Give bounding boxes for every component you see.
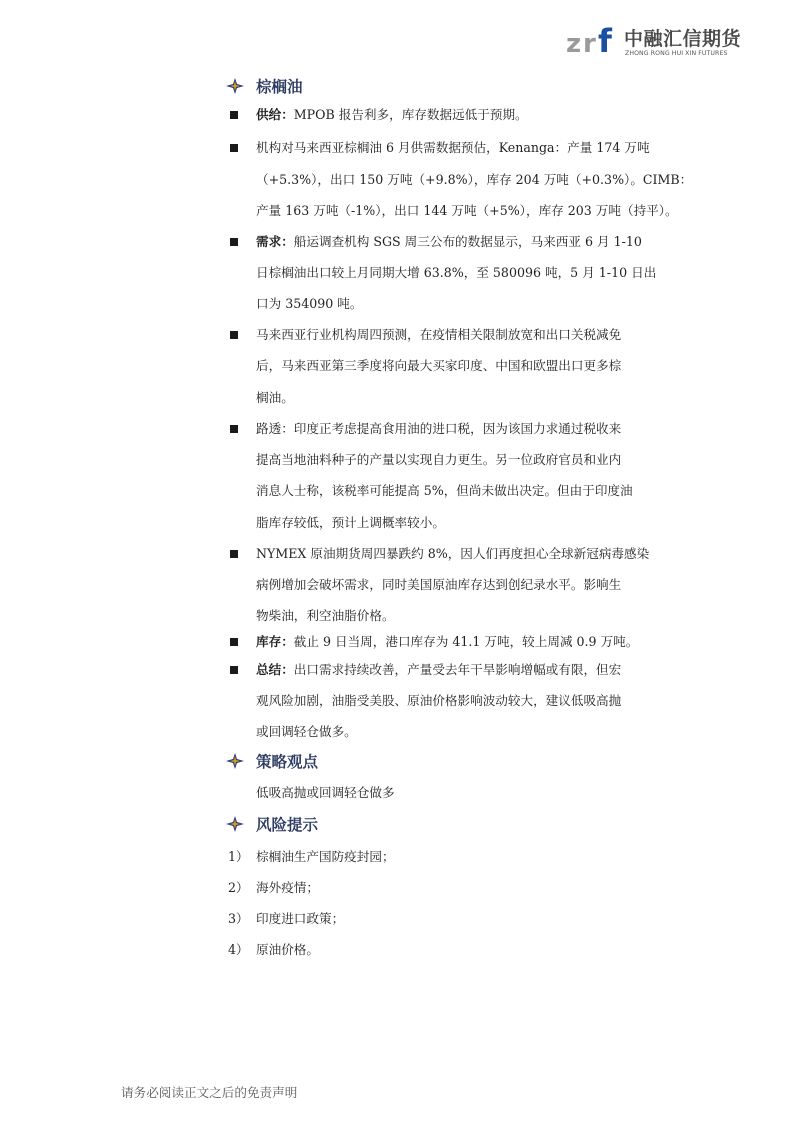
square-bullet-icon <box>230 425 238 433</box>
risk-item-text: 原油价格。 <box>256 942 319 957</box>
section-heading-risk <box>226 813 318 835</box>
paragraph-malaysia-line: 后，马来西亚第三季度将向最大买家印度、中国和欧盟出口更多棕 <box>256 358 622 373</box>
strategy-text: 低吸高抛或回调轻仓做多 <box>256 785 395 800</box>
svg-text:z: z <box>566 29 582 56</box>
svg-text:r: r <box>583 29 596 56</box>
risk-item-number: 4） <box>228 942 249 957</box>
square-bullet-icon <box>230 331 238 339</box>
section-title: 风险提示 <box>256 816 319 834</box>
paragraph-summary-line: 或回调轻仓做多。 <box>256 724 357 739</box>
label-inventory: 库存： <box>256 634 294 649</box>
paragraph-reuters-line: 路透：印度正考虑提高食用油的进口税，因为该国力求通过税收来 <box>256 421 622 436</box>
star-bullet-icon <box>226 816 244 832</box>
text-summary: 出口需求持续改善，产量受去年干旱影响增幅或有限，但宏 <box>293 662 622 677</box>
zrf-logo-icon <box>566 22 622 56</box>
logo-english-name: ZHONG RONG HUI XIN FUTURES <box>625 50 728 57</box>
label-supply: 供给： <box>256 107 294 122</box>
paragraph-demand-line: 日棕榈油出口较上月同期大增 63.8%，至 580096 吨，5 月 1-10 日出 <box>256 265 657 280</box>
paragraph-forecast-line: 产量 163 万吨（-1%），出口 144 万吨（+5%），库存 203 万吨（持平）。 <box>256 203 678 218</box>
paragraph-supply <box>256 106 528 124</box>
paragraph-demand-line: 口为 354090 吨。 <box>256 296 363 311</box>
paragraph-inventory <box>256 633 638 651</box>
svg-text:f: f <box>598 22 612 56</box>
risk-item-number: 3） <box>228 911 249 926</box>
star-bullet-icon <box>226 78 244 94</box>
paragraph-nymex-line: 病例增加会破坏需求，同时美国原油库存达到创纪录水平。影响生 <box>256 577 622 592</box>
paragraph-nymex-line: NYMEX 原油期货周四暴跌约 8%，因人们再度担心全球新冠病毒感染 <box>256 546 650 561</box>
paragraph-nymex-line: 物柴油，利空油脂价格。 <box>256 608 395 623</box>
risk-item-number: 2） <box>228 880 249 895</box>
section-heading-strategy <box>226 750 318 772</box>
paragraph-forecast-line: 机构对马来西亚棕榈油 6 月供需数据预估，Kenanga：产量 174 万吨 <box>256 140 650 155</box>
risk-item-text: 棕榈油生产国防疫封园； <box>256 849 395 864</box>
label-summary: 总结： <box>256 662 294 677</box>
risk-item-number: 1） <box>228 849 249 864</box>
logo-chinese-name: 中融汇信期货 <box>624 28 742 50</box>
paragraph-reuters-line: 脂库存较低，预计上调概率较小。 <box>256 515 445 530</box>
risk-item-text: 印度进口政策； <box>256 911 345 926</box>
paragraph-forecast-line: （+5.3%），出口 150 万吨（+9.8%），库存 204 万吨（+0.3%）。CIMB： <box>256 172 693 187</box>
text-inventory: 截止 9 日当周，港口库存为 41.1 万吨，较上周减 0.9 万吨。 <box>293 634 639 649</box>
risk-item-text: 海外疫情； <box>256 880 319 895</box>
disclaimer-footer: 请务必阅读正文之后的免责声明 <box>121 1085 298 1100</box>
square-bullet-icon <box>230 638 238 646</box>
paragraph-reuters-line: 提高当地油料种子的产量以实现自力更生。另一位政府官员和业内 <box>256 452 622 467</box>
text-demand: 船运调查机构 SGS 周三公布的数据显示，马来西亚 6 月 1-10 <box>293 234 642 249</box>
paragraph-summary-line: 观风险加剧，油脂受美股、原油价格影响波动较大，建议低吸高抛 <box>256 693 622 708</box>
section-heading-palm-oil <box>226 75 303 97</box>
company-logo <box>566 18 756 58</box>
star-bullet-icon <box>226 753 244 769</box>
label-demand: 需求： <box>256 234 294 249</box>
square-bullet-icon <box>230 666 238 674</box>
text-supply: MPOB 报告利多，库存数据远低于预期。 <box>293 107 528 122</box>
paragraph-reuters-line: 消息人士称，该税率可能提高 5%，但尚未做出决定。但由于印度油 <box>256 483 633 498</box>
square-bullet-icon <box>230 238 238 246</box>
paragraph-summary <box>256 661 621 679</box>
paragraph-malaysia-line: 榈油。 <box>256 390 294 405</box>
square-bullet-icon <box>230 144 238 152</box>
paragraph-malaysia-line: 马来西亚行业机构周四预测，在疫情相关限制放宽和出口关税减免 <box>256 327 622 342</box>
section-title: 棕榈油 <box>256 78 303 96</box>
square-bullet-icon <box>230 550 238 558</box>
paragraph-demand <box>256 233 642 251</box>
square-bullet-icon <box>230 111 238 119</box>
section-title: 策略观点 <box>256 753 319 771</box>
